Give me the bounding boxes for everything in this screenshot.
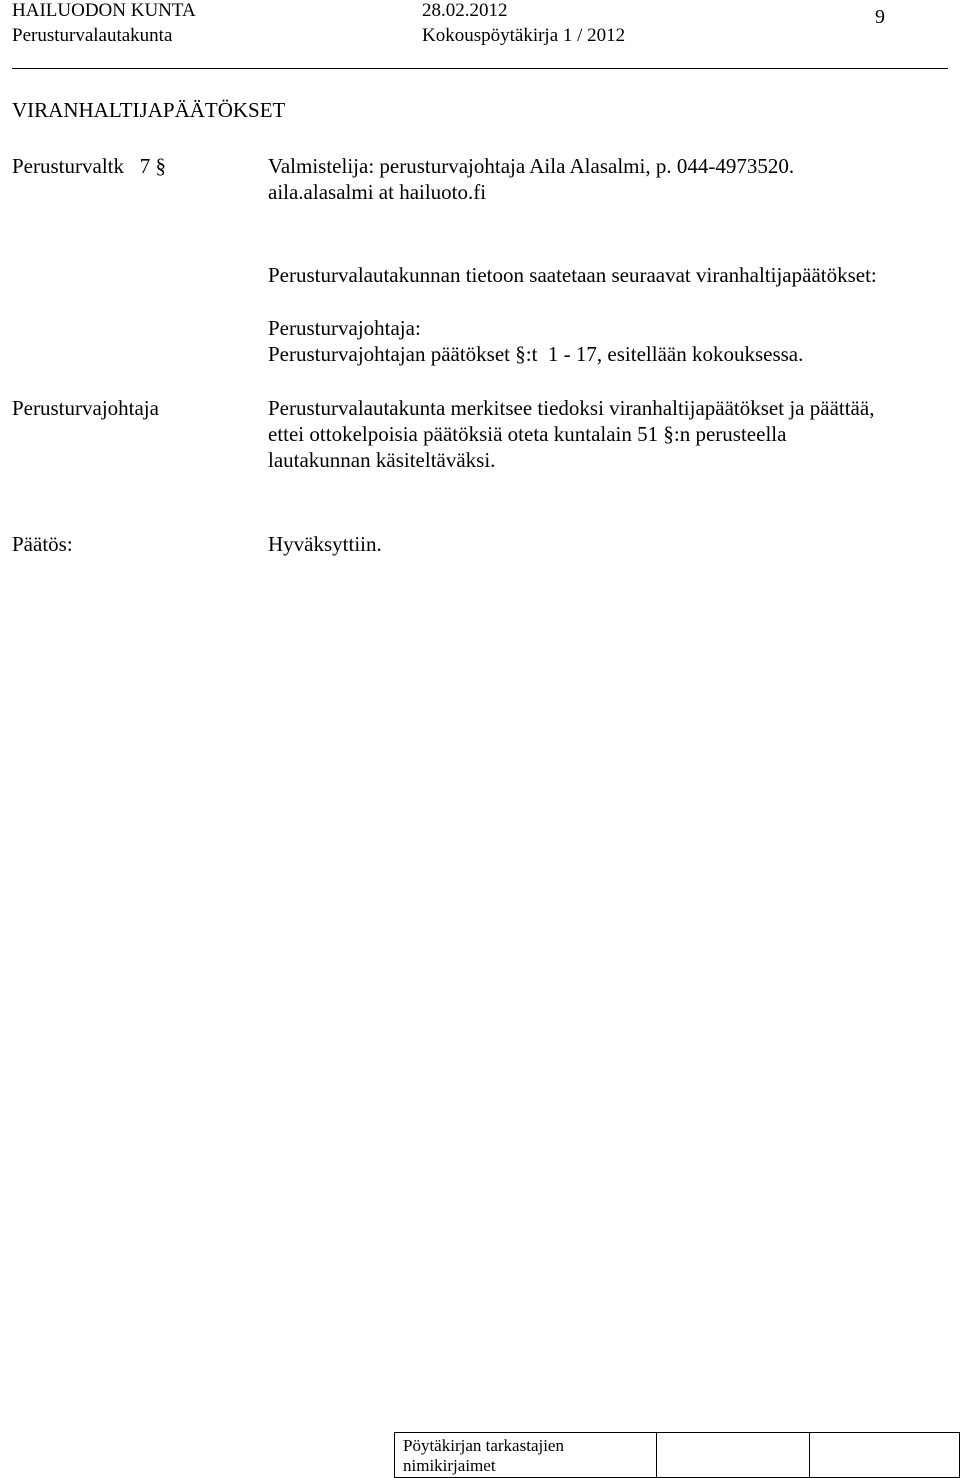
signature-label-line-2: nimikirjaimet (403, 1456, 496, 1475)
meeting-date: 28.02.2012 (422, 0, 508, 21)
proposal-line-3: lautakunnan käsiteltäväksi. (268, 448, 496, 472)
decision-text: Hyväksyttiin. (268, 532, 382, 556)
proposal-line-1: Perusturvalautakunta merkitsee tiedoksi viranhaltijapäätökset ja päättää, (268, 396, 875, 420)
minutes-number: Kokouspöytäkirja 1 / 2012 (422, 25, 626, 46)
preparer-line-1: Valmistelija: perusturvajohtaja Aila Alasalmi, p. 044-4973520. (268, 154, 795, 178)
municipality-name: HAILUODON KUNTA (12, 0, 196, 21)
intro-text: Perusturvalautakunnan tietoon saatetaan seuraavat viranhaltijapäätökset: (268, 263, 877, 287)
official-heading: Perusturvajohtaja: (268, 316, 421, 340)
page-number: 9 (875, 6, 885, 28)
signature-table (394, 1432, 960, 1478)
header-rule (12, 68, 948, 69)
signature-cell-2[interactable] (809, 1433, 959, 1478)
item-reference: Perusturvaltk 7 § (12, 154, 166, 178)
official-decisions: Perusturvajohtajan päätökset §:t 1 - 17, esitellään kokouksessa. (268, 342, 804, 366)
proposal-label: Perusturvajohtaja (12, 396, 159, 420)
signature-label-line-1: Pöytäkirjan tarkastajien (403, 1436, 564, 1455)
signature-cell-1[interactable] (656, 1433, 809, 1478)
board-name: Perusturvalautakunta (12, 25, 173, 46)
decision-label: Päätös: (12, 532, 73, 556)
section-title: VIRANHALTIJAPÄÄTÖKSET (12, 98, 286, 122)
proposal-line-2: ettei ottokelpoisia päätöksiä oteta kuntalain 51 §:n perusteella (268, 422, 787, 446)
signature-label-cell (395, 1433, 657, 1478)
preparer-line-2: aila.alasalmi at hailuoto.fi (268, 180, 487, 204)
